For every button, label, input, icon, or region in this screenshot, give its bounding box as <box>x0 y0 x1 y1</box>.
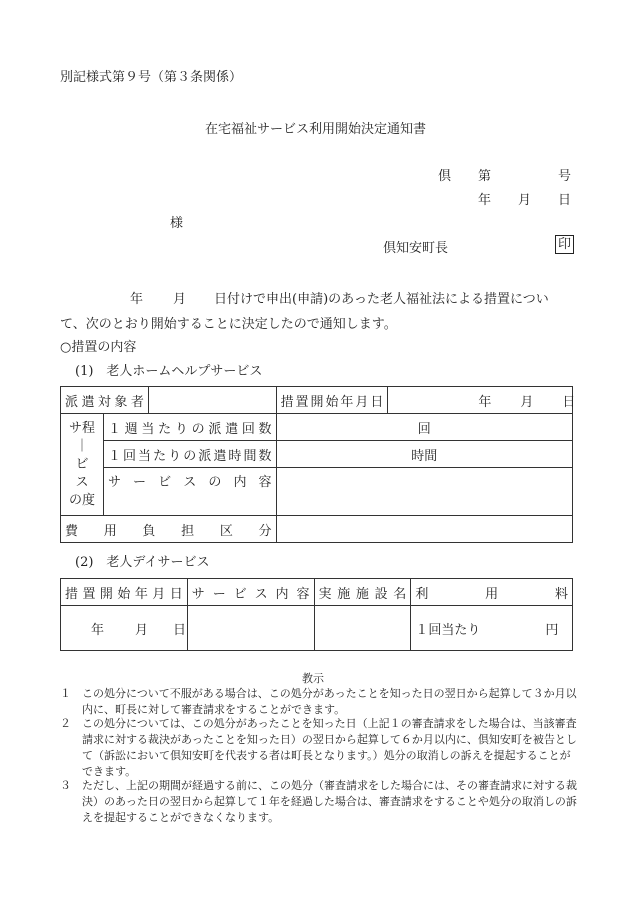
label-weekly-count: １週当たりの派遣回数 <box>103 414 276 441</box>
body-line2: て、次のとおり開始することに決定したので通知します。 <box>60 317 397 332</box>
header-start-date: 措置開始年月日 <box>61 579 188 606</box>
t1-date-day: 日 <box>562 395 576 410</box>
doc-dai: 第 <box>478 169 492 184</box>
header-usage-fee: 利用料 <box>411 579 573 606</box>
body-year: 年 <box>130 292 144 307</box>
side-label-service-level <box>61 414 104 516</box>
instruction-text-1: この処分について不服がある場合は、この処分があったことを知った日の翌日から起算して３か月以内に、町長に対して審査請求をすることができます。 <box>82 687 577 716</box>
instruction-item-2 <box>60 716 580 780</box>
label-service-content: サービスの内容 <box>103 468 276 516</box>
doc-prefix: 倶 <box>438 169 452 184</box>
subsection-home-help: (1) 老人ホームヘルプサービス <box>75 364 263 379</box>
side-char-1: ｜ <box>75 438 89 454</box>
t2-date-year: 年 <box>91 623 105 638</box>
t1-date-month: 月 <box>520 395 534 410</box>
side-char-3: ス <box>75 474 89 490</box>
t2-date-month: 月 <box>135 623 149 638</box>
subsection-day-service: (2) 老人デイサービス <box>75 555 210 570</box>
issue-date-year: 年 <box>478 193 492 208</box>
instruction-title: 教示 <box>302 672 324 685</box>
side-top: サ程 <box>68 420 95 436</box>
body-month: 月 <box>173 292 187 307</box>
t1-date-year: 年 <box>478 395 492 410</box>
instruction-num-1: １ <box>60 687 71 700</box>
label-target: 派遣対象者 <box>61 387 149 414</box>
body-line1: 日付けで申出(申請)のあった老人福祉法による措置につい <box>214 292 549 307</box>
side-char-2: ビ <box>75 456 89 472</box>
seal-mark: 印 <box>555 235 574 254</box>
instruction-num-3: ３ <box>60 779 71 792</box>
label-per-time-hours: １回当たりの派遣時間数 <box>103 441 276 468</box>
fee-label: １回当たり <box>415 623 481 638</box>
recipient-honorific: 様 <box>170 216 184 231</box>
day-service-table <box>60 578 573 651</box>
form-id: 別記様式第９号（第３条関係） <box>60 70 243 85</box>
issue-date-day: 日 <box>558 193 572 208</box>
t2-date-day: 日 <box>173 623 187 638</box>
value-weekly-unit: 回 <box>276 414 572 441</box>
doc-go: 号 <box>558 169 572 184</box>
value-target <box>148 387 276 414</box>
value-t2-usage-fee <box>411 606 573 651</box>
header-facility-name: 実施施設名 <box>314 579 411 606</box>
value-start-date <box>388 387 576 414</box>
instruction-item-1 <box>60 686 580 718</box>
value-t2-start-date <box>61 606 188 651</box>
value-cost-category <box>276 516 572 543</box>
home-help-table <box>60 386 576 543</box>
instruction-text-3: ただし、上記の期間が経過する前に、この処分（審査請求をした場合には、その審査請求に対する裁決）のあった日の翌日から起算して１年を経過した場合は、審査請求をすることや処分の取消しの訴えを提起することができなくなります。 <box>82 779 577 824</box>
header-service-content: サービス内容 <box>187 579 314 606</box>
instruction-item-3 <box>60 778 580 826</box>
value-service-content <box>276 468 572 516</box>
fee-unit: 円 <box>545 623 559 638</box>
label-start-date: 措置開始年月日 <box>276 387 388 414</box>
document-title: 在宅福祉サービス利用開始決定通知書 <box>205 122 427 137</box>
label-cost-category: 費用負担区分 <box>61 516 277 543</box>
value-t2-facility-name <box>314 606 411 651</box>
instruction-text-2: この処分については、この処分があったことを知った日（上記１の審査請求をした場合は、当該審査請求に対する裁決があったことを知った日）の翌日から起算して６か月以内に、倶知安町を被告として（訴訟において倶知安町を代表する者は町長となります。）処分の取消しの訴えを提起することができます。 <box>82 717 577 778</box>
value-t2-service-content <box>187 606 314 651</box>
side-bottom: の度 <box>68 492 95 508</box>
issuer-name: 倶知安町長 <box>383 241 449 256</box>
instruction-num-2: ２ <box>60 717 71 730</box>
section-heading: ○措置の内容 <box>60 340 137 355</box>
issue-date-month: 月 <box>518 193 532 208</box>
value-per-time-unit: 時間 <box>276 441 572 468</box>
